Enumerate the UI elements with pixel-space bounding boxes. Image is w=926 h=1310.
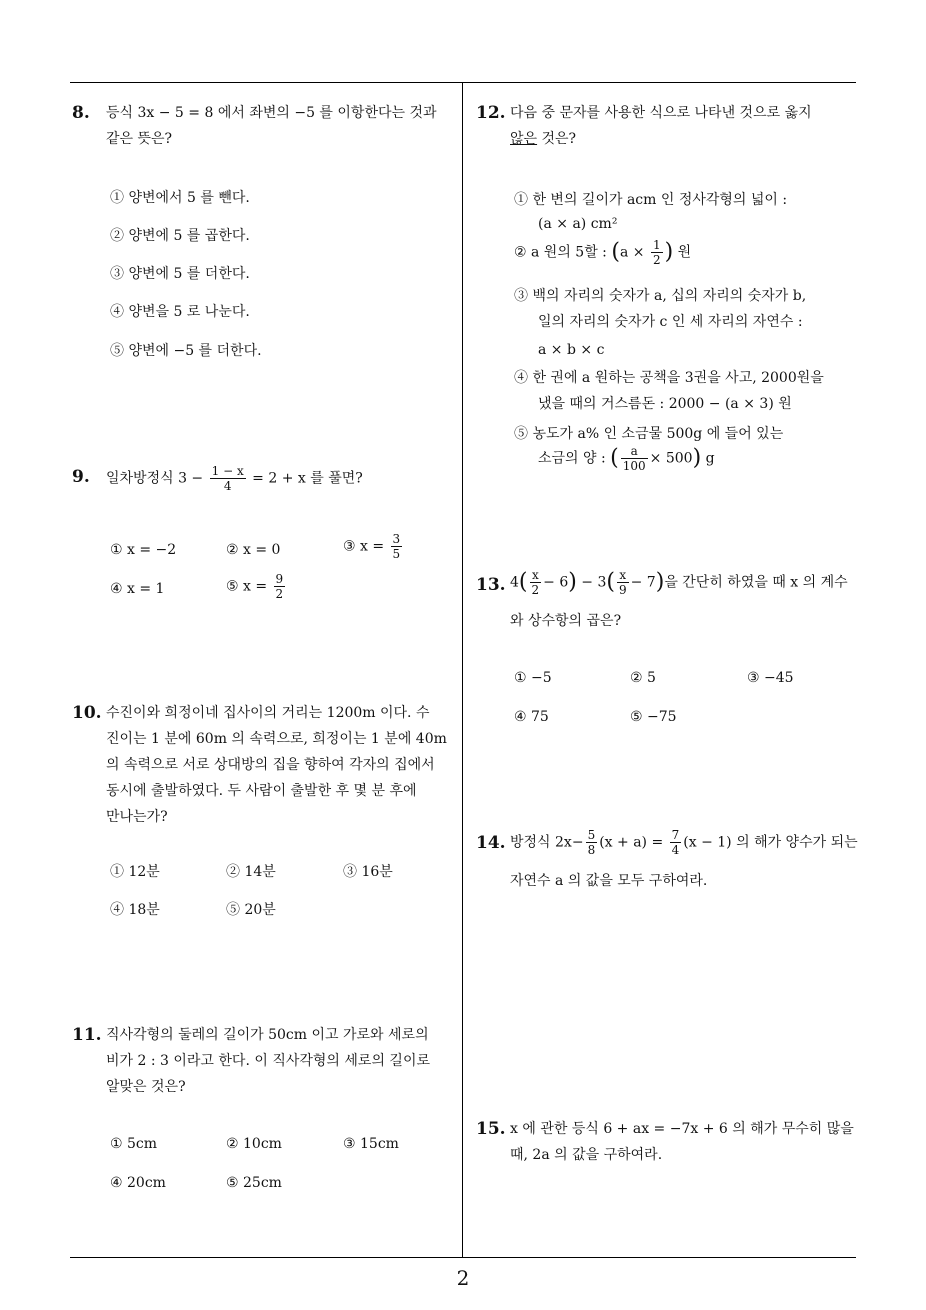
choice-2-inner: a × — [619, 244, 645, 261]
fraction-numerator: 5 — [587, 828, 596, 842]
choice-3[interactable] — [343, 532, 404, 561]
fraction-numerator: 1 − x — [211, 464, 244, 478]
problem-number: 8. — [72, 103, 90, 123]
choice-5-continued — [538, 444, 715, 473]
choice-4[interactable]: ④ 양변을 5 로 나눈다. — [110, 304, 250, 320]
fraction — [617, 568, 629, 597]
fraction — [670, 828, 682, 857]
choice-5[interactable]: ⑤ 20분 — [226, 902, 276, 918]
top-rule — [70, 82, 856, 83]
choice-2[interactable] — [514, 238, 691, 267]
column-divider — [462, 82, 463, 1258]
choice-2-prefix: ② a 원의 5할 : — [514, 244, 607, 261]
question-line: 등식 3x − 5 = 8 에서 좌변의 −5 를 이항한다는 것과 — [106, 105, 437, 121]
problem-number: 12. — [476, 103, 506, 123]
question-line-rest: 것은? — [537, 131, 577, 147]
problem-13 — [476, 568, 861, 738]
right-paren: ) — [568, 569, 577, 595]
fraction — [586, 828, 598, 857]
right-paren: ) — [692, 445, 702, 471]
fraction-denominator: 100 — [622, 459, 646, 473]
term: − 7 — [630, 574, 656, 591]
problem-11 — [72, 1022, 460, 1197]
left-paren: ( — [611, 239, 620, 265]
equation-part: (x + a) = — [599, 834, 664, 851]
equation-suffix: = 2 + x 를 풀면? — [252, 470, 363, 487]
bottom-rule — [70, 1257, 856, 1258]
question-line: 때, 2a 의 값을 구하여라. — [510, 1147, 663, 1163]
choice-4-continued: 냈을 때의 거스름돈 : 2000 − (a × 3) 원 — [538, 396, 792, 412]
coefficient: 4 — [510, 574, 519, 591]
problem-number: 15. — [476, 1119, 506, 1139]
term: − 6 — [543, 574, 569, 591]
choice-3[interactable]: ③ 양변에 5 를 더한다. — [110, 266, 250, 282]
question-line — [510, 126, 812, 152]
question-expression — [510, 828, 858, 868]
fraction-numerator: 3 — [392, 532, 401, 546]
choice-3[interactable]: ③ 백의 자리의 숫자가 a, 십의 자리의 숫자가 b, — [514, 288, 807, 304]
fraction — [530, 568, 542, 597]
choice-4[interactable]: ④ 한 권에 a 원하는 공책을 3권을 사고, 2000원을 — [514, 370, 824, 386]
question-line: 알맞은 것은? — [106, 1079, 186, 1095]
choice-4[interactable]: ④ 20cm — [110, 1175, 166, 1191]
term: − 3 — [581, 574, 607, 591]
choice-5[interactable]: ⑤ 양변에 −5 를 더한다. — [110, 343, 262, 359]
fraction-numerator: x — [530, 568, 542, 583]
fraction — [210, 464, 246, 493]
choice-3[interactable]: ③ 15cm — [343, 1136, 399, 1152]
right-paren: ) — [655, 569, 665, 595]
fraction-denominator: 5 — [392, 547, 401, 561]
question-line: 동시에 출발하였다. 두 사람이 출발한 후 몇 분 후에 — [106, 783, 417, 799]
choice-4[interactable]: ④ 18분 — [110, 902, 160, 918]
choice-4[interactable]: ④ 75 — [514, 709, 549, 725]
question-line: 비가 2 : 3 이라고 한다. 이 직사각형의 세로의 길이로 — [106, 1053, 430, 1069]
choice-2[interactable]: ② 14분 — [226, 864, 276, 880]
fraction-numerator: 1 — [652, 238, 661, 252]
choice-1[interactable]: ① 12분 — [110, 864, 160, 880]
question-expression — [510, 568, 848, 608]
choice-4[interactable]: ④ x = 1 — [110, 581, 165, 597]
fraction — [391, 532, 403, 561]
question-text — [510, 568, 848, 634]
choice-1[interactable]: ① x = −2 — [110, 542, 177, 558]
fraction — [621, 444, 648, 473]
question-line: 같은 뜻은? — [106, 131, 173, 147]
problem-number: 13. — [476, 575, 506, 595]
question-text — [106, 700, 447, 830]
equation-prefix: 일차방정식 3 − — [106, 470, 204, 487]
question-text — [106, 464, 363, 493]
fraction-numerator: 9 — [275, 572, 284, 586]
fraction-denominator: 2 — [652, 253, 661, 267]
choice-2[interactable]: ② 10cm — [226, 1136, 282, 1152]
question-line: 진이는 1 분에 60m 의 속력으로, 희정이는 1 분에 40m — [106, 731, 447, 747]
fraction-numerator: a — [621, 444, 648, 459]
choice-5[interactable]: ⑤ 25cm — [226, 1175, 282, 1191]
problem-12 — [476, 100, 861, 485]
fraction-denominator: 2 — [275, 587, 284, 601]
left-paren: ( — [606, 569, 615, 595]
question-line: 직사각형의 둘레의 길이가 50cm 이고 가로와 세로의 — [106, 1027, 429, 1043]
fraction-denominator: 9 — [618, 583, 627, 597]
choice-1[interactable]: ① 5cm — [110, 1136, 158, 1152]
question-line: 다음 중 문자를 사용한 식으로 나타낸 것으로 옳지 — [510, 105, 812, 121]
choice-1[interactable]: ① 한 변의 길이가 acm 인 정사각형의 넓이 : — [514, 192, 788, 208]
question-text — [510, 1116, 854, 1168]
question-text — [106, 1022, 430, 1100]
question-text — [106, 100, 437, 152]
fraction-numerator: 7 — [671, 828, 680, 842]
problem-number: 14. — [476, 833, 506, 853]
question-line: 의 속력으로 서로 상대방의 집을 향하여 각자의 집에서 — [106, 757, 435, 773]
problem-15 — [476, 1116, 861, 1176]
choice-2[interactable]: ② 5 — [630, 670, 656, 686]
fraction-denominator: 8 — [587, 843, 596, 857]
problem-number: 10. — [72, 703, 102, 723]
equation-part: 방정식 2x− — [510, 834, 584, 851]
problem-9 — [72, 462, 460, 612]
fraction-denominator: 2 — [531, 583, 540, 597]
question-line: x 에 관한 등식 6 + ax = −7x + 6 의 해가 무수히 많을 — [510, 1121, 854, 1137]
question-rest: 을 간단히 하였을 때 x 의 계수 — [664, 574, 848, 591]
choice-5[interactable]: ⑤ −75 — [630, 709, 677, 725]
choice-2[interactable]: ② x = 0 — [226, 542, 281, 558]
problem-10 — [72, 700, 460, 925]
problem-number: 9. — [72, 467, 90, 487]
fraction-denominator: 4 — [671, 843, 680, 857]
choice-3[interactable]: ③ −45 — [747, 670, 794, 686]
choice-5[interactable] — [226, 572, 287, 601]
choice-3[interactable]: ③ 16분 — [343, 864, 393, 880]
choice-3-continued: 일의 자리의 숫자가 c 인 세 자리의 자연수 : — [538, 314, 803, 330]
problem-number: 11. — [72, 1025, 102, 1045]
page-number: 2 — [456, 1266, 470, 1290]
question-line: 만나는가? — [106, 809, 168, 825]
fraction — [651, 238, 663, 267]
question-line: 자연수 a 의 값을 모두 구하여라. — [510, 873, 708, 889]
choice-2[interactable]: ② 양변에 5 를 곱한다. — [110, 228, 250, 244]
choice-3-prefix: ③ x = — [343, 538, 385, 555]
choice-5-prefix: 소금의 양 : — [538, 450, 606, 467]
right-paren: ) — [664, 239, 674, 265]
choice-1[interactable]: ① 양변에서 5 를 뺀다. — [110, 190, 250, 206]
fraction-denominator: 4 — [223, 479, 232, 493]
problem-8 — [72, 100, 460, 370]
question-text — [510, 828, 858, 894]
question-line: 수진이와 희정이네 집사이의 거리는 1200m 이다. 수 — [106, 705, 430, 721]
fraction — [274, 572, 286, 601]
left-paren: ( — [610, 445, 619, 471]
choice-2-suffix: 원 — [677, 244, 692, 261]
choice-1-continued: (a × a) cm² — [538, 216, 618, 232]
underlined-word: 않은 — [510, 131, 538, 147]
left-paren: ( — [518, 569, 528, 595]
choice-5-prefix: ⑤ x = — [226, 578, 268, 595]
choice-3-continued: a × b × c — [538, 342, 605, 358]
question-line: 와 상수항의 곱은? — [510, 613, 622, 629]
choice-1[interactable]: ① −5 — [514, 670, 552, 686]
choice-5[interactable]: ⑤ 농도가 a% 인 소금물 500g 에 들어 있는 — [514, 426, 784, 442]
fraction-numerator: x — [617, 568, 629, 583]
choice-5-suffix: g — [705, 450, 715, 467]
problem-14 — [476, 828, 861, 898]
question-text — [510, 100, 812, 152]
choice-5-inner: × 500 — [649, 450, 693, 467]
equation-part: (x − 1) 의 해가 양수가 되는 — [683, 834, 858, 851]
